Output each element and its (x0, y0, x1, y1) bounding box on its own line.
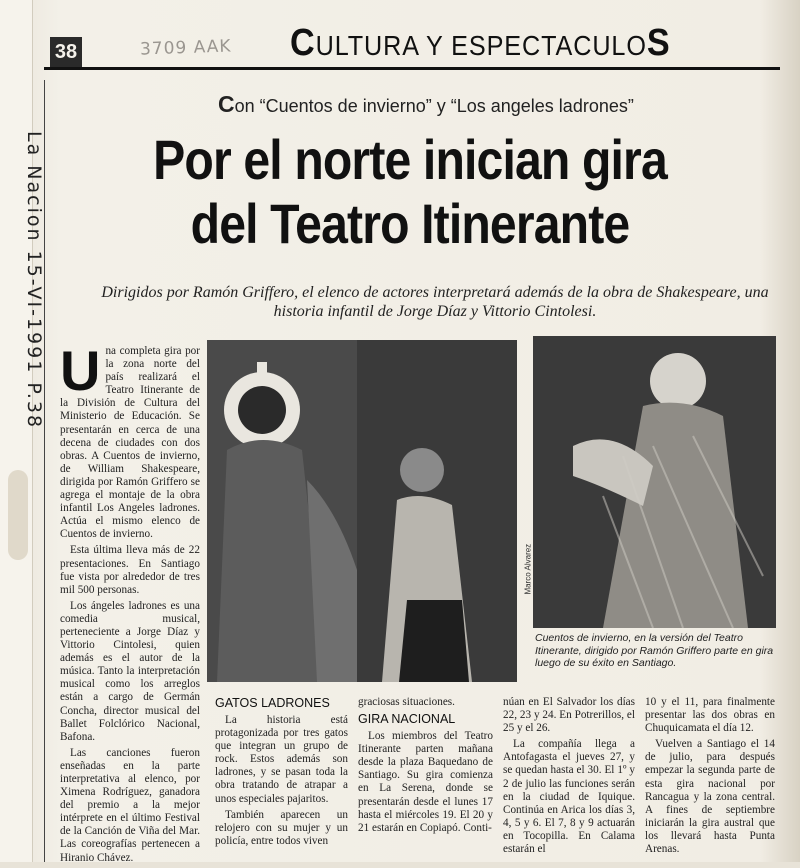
deck-subtitle: Dirigidos por Ramón Griffero, el elenco de actores interpretará además de la obra de Shakespeare, una historia infantil de Jorge Díaz y Vittorio Cintolesi. (101, 284, 769, 320)
subhead-gira-nacional: GIRA NACIONAL (358, 712, 456, 727)
col3-paragraph-1: Los miembros del Teatro Itinerante parten mañana desde la plaza Baquedano de Santiago. Su gira comienza en La Serena, donde se presentarán desde el lunes 17 hasta el miércoles 19. El 20 y 21 estarán en Copiapó. Conti- (358, 730, 493, 834)
article-column-1 (60, 339, 200, 868)
col1-paragraph-3: Los ángeles ladrones es una comedia musical, perteneciente a Jorge Díaz y Vittorio Cintolesi, quien además es el autor de la música. Tanto la interpretación musical como los arreglos están a cargo de Germán Concha, director musical del Ballet Folclórico Nacional, Bafona. (60, 599, 200, 743)
article-column-3 (358, 696, 493, 838)
col1-paragraph-1: na completa gira por la zona norte del país realizará el Teatro Itinerante de la División de Cultura del Ministerio de Educación. Se presentarán en cerca de una decena de ciudades con dos obras. A Cuentos de invierno, de William Shakespeare, dirigida por Ramón Griffero se agrega el montaje de la obra infantil Los Angeles ladrones. Actúa el mismo elenco de Cuentos de invierno. (60, 345, 200, 541)
col4-paragraph-2: La compañía llega a Antofagasta el jueves 27, y se quedan hasta el 30. El 1º y 2 de julio las funciones serán en la ciudad de Iquique. Continúa en Arica los días 3, 4, 5 y 6. El 7, 8 y 9 actuarán en Tocopilla. En Calama estarán el (503, 738, 635, 856)
col4-paragraph-1: núan en El Salvador los días 22, 23 y 24. En Potrerillos, el 25 y el 26. (503, 696, 635, 735)
actress-illustration (533, 336, 776, 628)
section-initial: C (290, 22, 316, 64)
col1-paragraph-2: Esta última lleva más de 22 presentaciones. En Santiago fue vista por alrededor de tres mil 500 personas. (60, 544, 200, 596)
page-number: 38 (50, 37, 82, 67)
handwritten-source: La Nacion 15-VI-1991 P.38 (23, 131, 45, 430)
section-middle: ULTURA Y ESPECTACULO (315, 30, 647, 61)
col3-paragraph-0: graciosas situaciones. (358, 696, 455, 708)
actors-illustration (207, 340, 517, 682)
photo-credit (518, 520, 532, 600)
col1-paragraph-4: Las canciones fueron enseñadas en la parte interpretativa al elenco, por Ximena Rodríguez, ganadora del premio a la mejor intérprete en el último Festival de la Canción de Viña del Mar. Las coreografías pertenecen a Hiranio Chávez. (60, 746, 200, 864)
pencil-annotation: 3709 AAK (139, 36, 232, 60)
col5-paragraph-2: Vuelven a Santiago el 14 de julio, para después empezar la segunda parte de esta gira nacional por Rancagua y la zona central. A fines de septiembre iniciarán la gira austral que los llevará hasta Punta Arenas. (645, 738, 775, 856)
article-column-2 (215, 696, 348, 851)
kicker-initial: C (218, 91, 235, 117)
article-column-4 (503, 696, 635, 859)
headline-line-2: del Teatro Itinerante (190, 192, 630, 255)
photo-credit-text: Marco Alvarez (523, 543, 533, 595)
col5-paragraph-1: 10 y el 11, para finalmente presentar las dos obras en Chuquicamata el día 12. (645, 696, 775, 735)
col2-paragraph-2: También aparecen un relojero con su mujer y un policía, entre todos viven (215, 808, 348, 847)
kicker (218, 91, 634, 118)
section-final: S (646, 22, 671, 64)
photo-caption: Cuentos de invierno, en la versión del Teatro Itinerante, dirigido por Ramón Griffero parte en gira luego de su éxito en Santiago. (535, 632, 774, 669)
headline (60, 128, 760, 256)
col2-paragraph-1: La historia está protagonizada por tres gatos que integran un grupo de rock. Estos además son ladrones, y se pasan toda la obra tratando de atrapar a unos especiales pajaritos. (215, 714, 348, 805)
stage-photo-actress (533, 336, 776, 628)
header-rule (44, 67, 780, 70)
article-column-5 (645, 696, 775, 859)
handwritten-note (4, 120, 44, 520)
drop-cap: U (60, 339, 101, 402)
kicker-text: on “Cuentos de invierno” y “Los angeles ladrones” (234, 96, 634, 116)
subhead-gatos-ladrones: GATOS LADRONES (215, 696, 330, 710)
section-title (290, 22, 671, 65)
stage-photo-actors (207, 340, 517, 682)
headline-line-1: Por el norte inician gira (153, 128, 667, 191)
